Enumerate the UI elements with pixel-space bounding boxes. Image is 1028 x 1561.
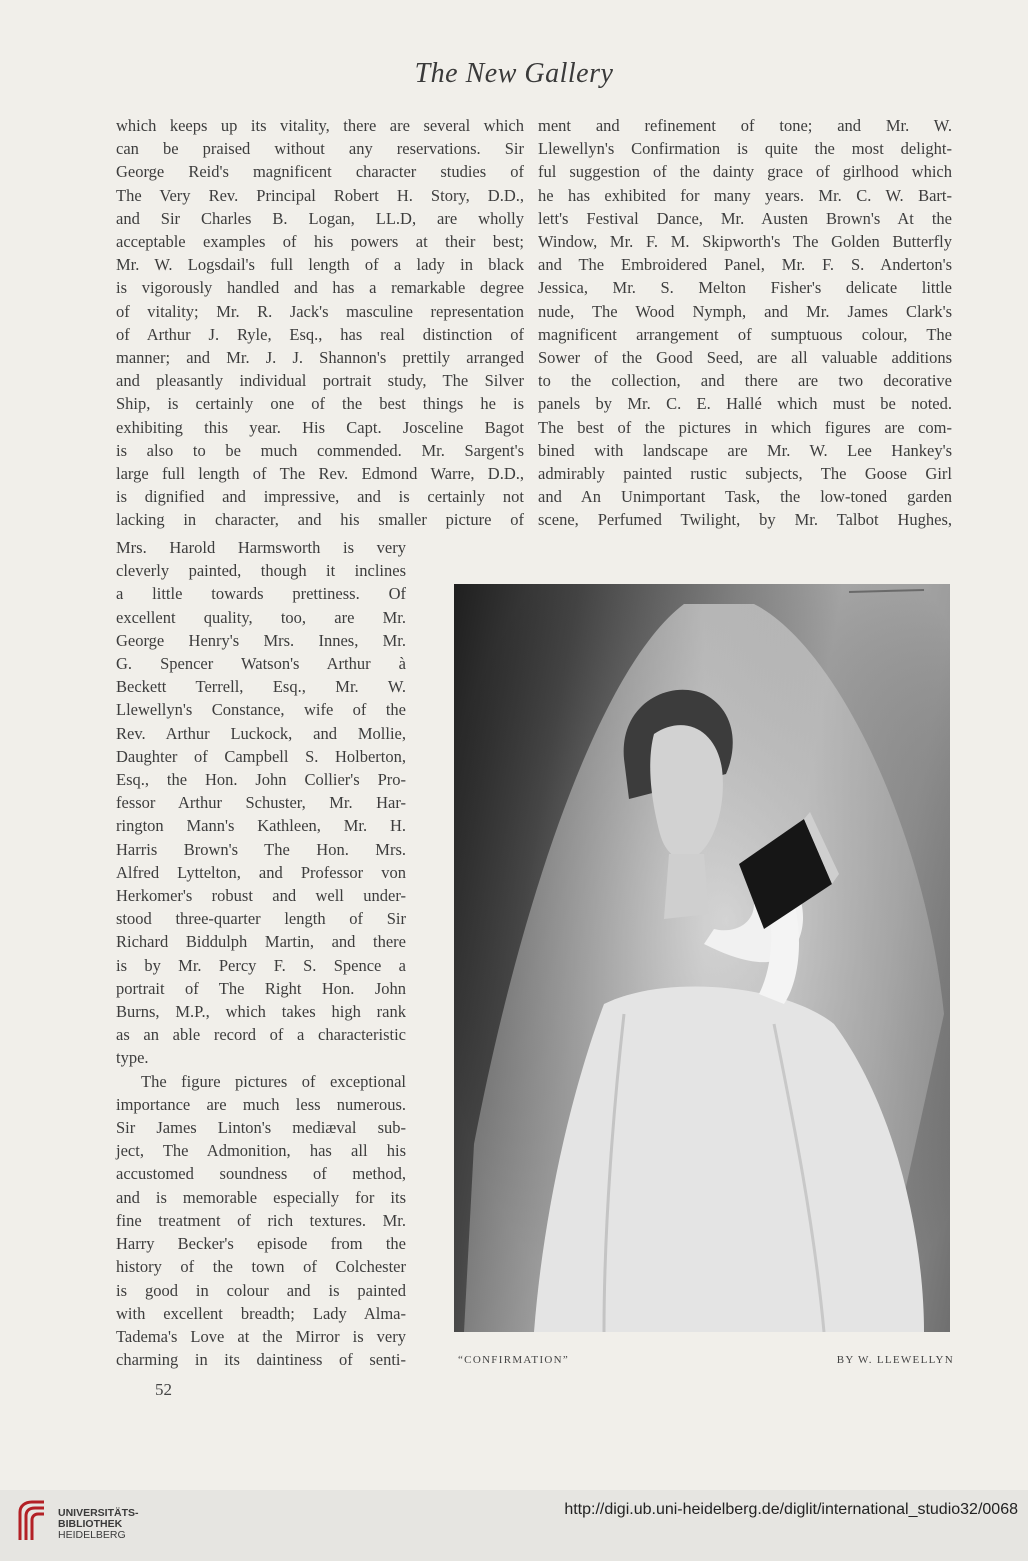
library-name-line2: BIBLIOTHEK [58, 1518, 123, 1530]
text-line: The figure pictures of exceptional [141, 1071, 406, 1091]
text-line: he has exhibited for many years. Mr. C. W. Bart- [538, 185, 952, 205]
bride-reading-figure [454, 584, 950, 1332]
text-line: to the collection, and there are two decorative [538, 371, 952, 391]
text-line: Richard Biddulph Martin, and there [116, 932, 406, 952]
text-line: bined with landscape are Mr. W. Lee Hankey's [538, 440, 952, 460]
text-line: George Reid's magnificent character studies of [116, 162, 524, 182]
text-line: is by Mr. Percy F. S. Spence a [116, 955, 406, 975]
library-name-line1: UNIVERSITÄTS- [58, 1507, 139, 1519]
text-line: with excellent breadth; Lady Alma- [116, 1303, 406, 1323]
text-line: charming in its daintiness of senti- [116, 1350, 406, 1370]
text-line: The best of the pictures in which figures are com- [538, 417, 952, 437]
text-line: Mr. W. Logsdail's full length of a lady in black [116, 255, 524, 275]
text-line: George Henry's Mrs. Innes, Mr. [116, 630, 406, 650]
text-line: large full length of The Rev. Edmond Warre, D.D., [116, 464, 524, 484]
text-line: Sower of the Good Seed, are all valuable additions [538, 348, 952, 368]
text-line: Alfred Lyttelton, and Professor von [116, 862, 406, 882]
source-url-link[interactable]: http://digi.ub.uni-heidelberg.de/diglit/international_studio32/0068 [564, 1501, 1018, 1518]
text-line: is also to be much commended. Mr. Sargent's [116, 440, 524, 460]
text-line: lacking in character, and his smaller picture of [116, 510, 524, 530]
text-line: a little towards prettiness. Of [116, 584, 406, 604]
right-column-top [538, 114, 952, 532]
text-line: excellent quality, too, are Mr. [116, 607, 406, 627]
text-line: nude, The Wood Nymph, and Mr. James Clark's [538, 301, 952, 321]
text-line: and is memorable especially for its [116, 1187, 406, 1207]
text-line: accustomed soundness of method, [116, 1164, 406, 1184]
text-line: can be praised without any reservations. Sir [116, 139, 524, 159]
text-line: Rev. Arthur Luckock, and Mollie, [116, 723, 406, 743]
text-line: Esq., the Hon. John Collier's Pro- [116, 770, 406, 790]
text-line: is vigorously handled and has a remarkable degree [116, 278, 524, 298]
text-line: and pleasantly individual portrait study, The Silver [116, 371, 524, 391]
library-logo-icon [14, 1498, 50, 1542]
text-line: exhibiting this year. His Capt. Josceline Bagot [116, 417, 524, 437]
text-line: G. Spencer Watson's Arthur à [116, 654, 406, 674]
text-line: Sir James Linton's mediæval sub- [116, 1118, 406, 1138]
text-line: Llewellyn's Constance, wife of the [116, 700, 406, 720]
text-line: magnificent arrangement of sumptuous colour, The [538, 324, 952, 344]
plate-artist-caption: BY W. LLEWELLYN [836, 1354, 954, 1366]
text-line: Daughter of Campbell S. Holberton, [116, 746, 406, 766]
text-line: Beckett Terrell, Esq., Mr. W. [116, 677, 406, 697]
text-line: Mrs. Harold Harmsworth is very [116, 538, 406, 557]
text-line: stood three-quarter length of Sir [116, 909, 406, 929]
text-line: fine treatment of rich textures. Mr. [116, 1210, 406, 1230]
text-line: is dignified and impressive, and is certainly not [116, 487, 524, 507]
text-line: as an able record of a characteristic [116, 1025, 406, 1045]
text-line: scene, Perfumed Twilight, by Mr. Talbot Hughes, [538, 510, 952, 530]
text-line: Tadema's Love at the Mirror is very [116, 1326, 406, 1346]
text-line: of Arthur J. Ryle, Esq., has real distinction of [116, 324, 524, 344]
text-line: cleverly painted, though it inclines [116, 561, 406, 581]
text-line: The Very Rev. Principal Robert H. Story, D.D., [116, 185, 524, 205]
text-line: type. [116, 1048, 149, 1068]
left-column-narrow [116, 536, 406, 1371]
text-line: fessor Arthur Schuster, Mr. Har- [116, 793, 406, 813]
text-line: acceptable examples of his powers at their best; [116, 232, 524, 252]
library-name [58, 1508, 139, 1541]
text-line: Burns, M.P., which takes high rank [116, 1002, 406, 1022]
text-line: which keeps up its vitality, there are several which [116, 116, 524, 135]
running-title: The New Gallery [414, 58, 614, 89]
text-line: history of the town of Colchester [116, 1257, 406, 1277]
text-line: is good in colour and is painted [116, 1280, 406, 1300]
text-line: Jessica, Mr. S. Melton Fisher's delicate little [538, 278, 952, 298]
text-line: of vitality; Mr. R. Jack's masculine representation [116, 301, 524, 321]
text-line: Ship, is certainly one of the best things he is [116, 394, 524, 414]
text-line: ment and refinement of tone; and Mr. W. [538, 116, 952, 135]
text-line: Herkomer's robust and well under- [116, 886, 406, 906]
text-line: manner; and Mr. J. J. Shannon's prettily arranged [116, 348, 524, 368]
text-line: ful suggestion of the dainty grace of girlhood which [538, 162, 952, 182]
text-line: and Sir Charles B. Logan, LL.D, are wholly [116, 208, 524, 228]
text-line: Harris Brown's The Hon. Mrs. [116, 839, 406, 859]
text-line: ject, The Admonition, has all his [116, 1141, 406, 1161]
plate-title-caption: “CONFIRMATION” [458, 1354, 570, 1366]
text-line: Llewellyn's Confirmation is quite the most delight- [538, 139, 952, 159]
text-line: importance are much less numerous. [116, 1094, 406, 1114]
text-line: portrait of The Right Hon. John [116, 978, 406, 998]
confirmation-plate-illustration [454, 584, 950, 1332]
text-line: Harry Becker's episode from the [116, 1234, 406, 1254]
left-column-top [116, 114, 524, 532]
text-line: admirably painted rustic subjects, The Goose Girl [538, 464, 952, 484]
library-name-line3: HEIDELBERG [58, 1529, 126, 1541]
text-line: panels by Mr. C. E. Hallé which must be noted. [538, 394, 952, 414]
text-line: Window, Mr. F. M. Skipworth's The Golden Butterfly [538, 232, 952, 252]
text-line: rington Mann's Kathleen, Mr. H. [116, 816, 406, 836]
page-number: 52 [155, 1380, 172, 1399]
text-line: and The Embroidered Panel, Mr. F. S. Anderton's [538, 255, 952, 275]
text-line: lett's Festival Dance, Mr. Austen Brown's At the [538, 208, 952, 228]
text-line: and An Unimportant Task, the low-toned garden [538, 487, 952, 507]
